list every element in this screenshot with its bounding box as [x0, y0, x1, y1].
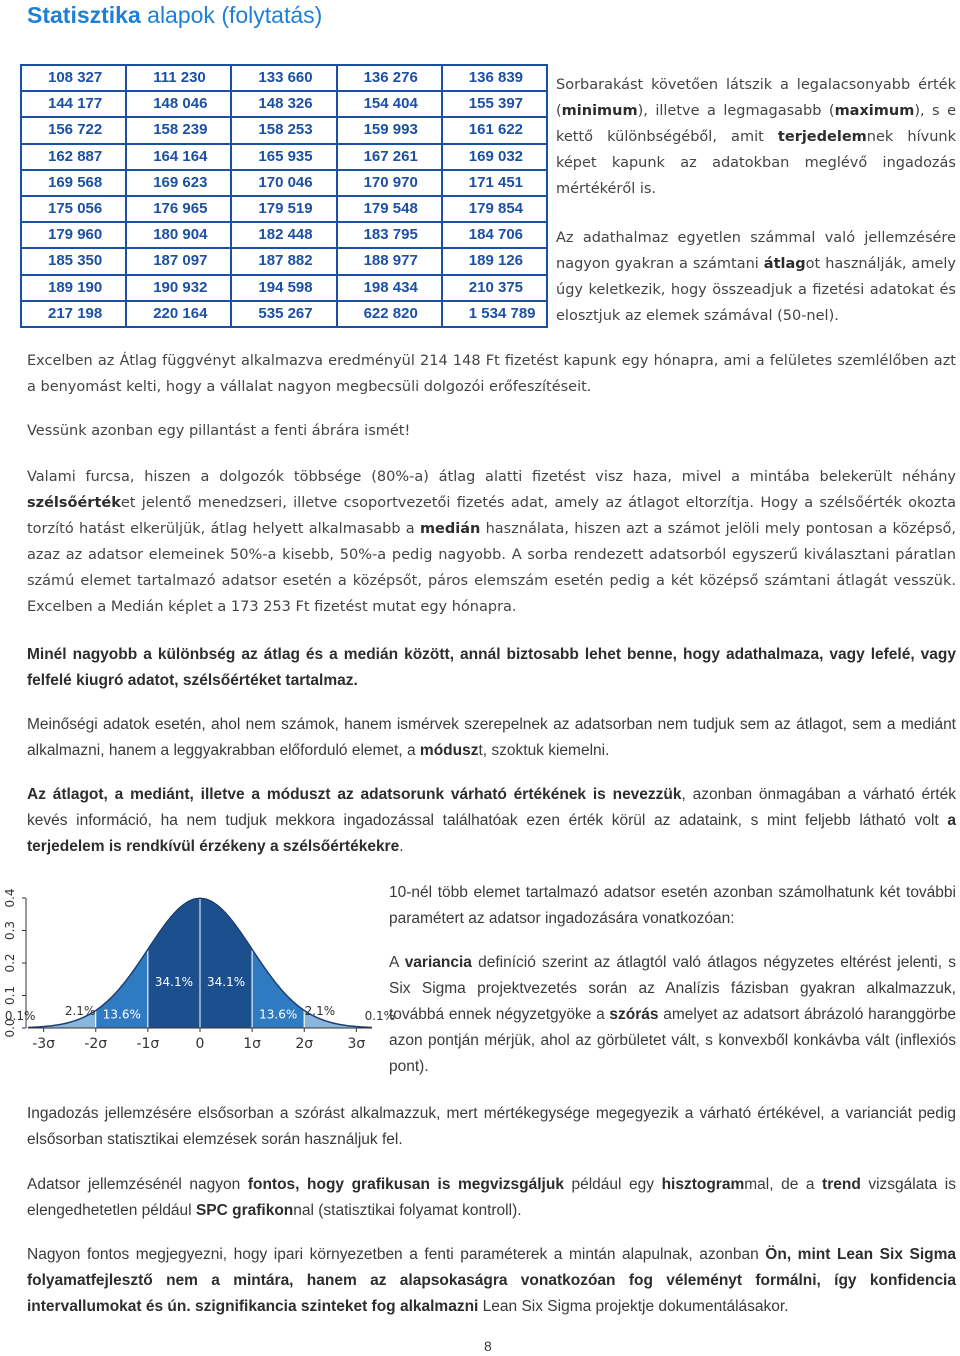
- table-cell: 198 434: [338, 276, 441, 300]
- table-cell: 169 032: [443, 145, 546, 169]
- table-cell: 148 326: [232, 92, 335, 116]
- table-cell: 108 327: [22, 66, 125, 90]
- table-cell: 622 820: [338, 302, 441, 326]
- table-cell: 217 198: [22, 302, 125, 326]
- region-4: [200, 898, 252, 1028]
- table-cell: 133 660: [232, 66, 335, 90]
- y-tick-label: 0.0: [3, 1018, 17, 1038]
- y-tick-label: 0.4: [3, 888, 17, 908]
- paragraph-mean: Az adathalmaz egyetlen számmal való jellemzésére nagyon gyakran a számtani átlagot használják, amely úgy keletkezik, hogy összeadjuk a fizetési adatokat és elosztjuk az elemek számával (50-nel).: [556, 230, 956, 324]
- table-cell: 136 276: [338, 66, 441, 90]
- table-cell: 1 534 789: [443, 302, 546, 326]
- x-tick-label: -1σ: [136, 1036, 160, 1052]
- y-tick-label: 0.1: [3, 985, 17, 1006]
- table-cell: 171 451: [443, 171, 546, 195]
- salary-table: [20, 64, 548, 328]
- table-cell: 188 977: [338, 249, 441, 273]
- table-cell: 167 261: [338, 145, 441, 169]
- table-cell: 220 164: [127, 302, 230, 326]
- paragraph-look-again: Vessünk azonban egy pillantást a fenti ábrára ismét!: [27, 423, 411, 439]
- paragraph-variance: A variancia definíció szerint az átlagtól való átlagos négyzetes eltérést jelenti, s Six Sigma projektvezetés során az Analízis fázisban gyakran alkalmazzuk, továbbá ennek négyzetgyöke a szórás amelyet az adatsort ábrázoló haranggörbe azon pontján mérjük, ahol az görbületet vált, s konvexből konkávba vált (inflexiós pont).: [389, 954, 957, 1075]
- table-cell: 164 164: [127, 145, 230, 169]
- table-cell: 158 253: [232, 118, 335, 142]
- table-cell: 194 598: [232, 276, 335, 300]
- region-label: 13.6%: [102, 1007, 141, 1022]
- paragraph-industrial: Nagyon fontos megjegyezni, hogy ipari környezetben a fenti paraméterek a mintán alapulnak, azonban Ön, mint Lean Six Sigma folyamatfejlesztő nem a mintára, hanem az alapsokaságra vonatkozóan fog véleményt formálni, így konfidencia intervallumokat és ún. szignifikancia szinteket fog alkalmazni Lean Six Sigma projektje dokumentálásakor.: [27, 1246, 956, 1315]
- region-label: 13.6%: [259, 1007, 298, 1022]
- table-cell: 175 056: [22, 197, 125, 221]
- paragraph-range: Sorbarakást követően látszik a legalacsonyabb érték (minimum), illetve a legmagasabb (maximum), s e kettő különbségéből, amit terjedelemnek hívunk képet kapunk az adatokban meglévő ingadozás mértékéről is.: [556, 77, 956, 197]
- table-cell: 148 046: [127, 92, 230, 116]
- table-cell: 144 177: [22, 92, 125, 116]
- y-tick-label: 0.3: [3, 920, 17, 941]
- table-cell: 154 404: [338, 92, 441, 116]
- table-cell: 159 993: [338, 118, 441, 142]
- table-cell: 176 965: [127, 197, 230, 221]
- table-cell: 179 548: [338, 197, 441, 221]
- table-cell: 179 519: [232, 197, 335, 221]
- region-label: 34.1%: [206, 974, 246, 989]
- table-cell: 155 397: [443, 92, 546, 116]
- table-cell: 189 190: [22, 276, 125, 300]
- table-cell: 179 854: [443, 197, 546, 221]
- paragraph-excel-average: Excelben az Átlag függvényt alkalmazva eredményül 214 148 Ft fizetést kapunk egy hónapra, ami a felületes szemlélőben azt a benyomást kelti, hogy a vállalat nagyon megbecsüli dolgozói erőfeszítéseit.: [27, 353, 956, 395]
- table-cell: 184 706: [443, 223, 546, 247]
- normal-distribution-chart: [0, 888, 396, 1060]
- table-cell: 170 046: [232, 171, 335, 195]
- page-title: Statisztika alapok (folytatás): [27, 2, 323, 28]
- region-label: 2.1%: [304, 1004, 336, 1018]
- region-3: [148, 898, 200, 1028]
- table-cell: 179 960: [22, 223, 125, 247]
- table-cell: 156 722: [22, 118, 125, 142]
- region-label: 2.1%: [64, 1004, 96, 1018]
- y-tick-label: 0.2: [3, 953, 17, 973]
- table-cell: 111 230: [127, 66, 230, 90]
- paragraph-median: Valami furcsa, hiszen a dolgozók többsége (80%-a) átlag alatti fizetést visz haza, mivel a mintába belekerült néhány szélsőértéket jelentő menedzseri, illetve csoportvezetői fizetés adat, amely az átlagot eltorzítja. Hogy a szélsőérték okozta torzító hatást elkerüljük, átlag helyett alkalmasabb a medián használata, hiszen azt a számot jelöli mely pontosan a középső, azaz az adatsor elemeinek 50%-a kisebb, 50%-a pedig nagyobb. A sorba rendezett adatsorból egyszerű kiválasztani páratlan számú elemet tartalmazó adatsor esetén a középsőt, páros elemszám esetén pedig a két középső számtani átlagát vesszük. Excelben a Medián képlet a 173 253 Ft fizetést mutat egy hónapra.: [27, 469, 957, 615]
- paragraph-difference: Minél nagyobb a különbség az átlag és a medián között, annál biztosabb lehet benne, hogy adathalmaza, vagy lefelé, vagy felfelé kiugró adatot, szélsőértéket tartalmaz.: [27, 646, 956, 689]
- table-cell: 136 839: [443, 66, 546, 90]
- table-cell: 158 239: [127, 118, 230, 142]
- region-label: 34.1%: [154, 974, 194, 989]
- x-tick-label: 2σ: [295, 1036, 314, 1052]
- paragraph-more-params: 10-nél több elemet tartalmazó adatsor esetén azonban számolhatunk két további paramétert az adatsor ingadozására vonatkozóan:: [389, 884, 956, 927]
- table-cell: 182 448: [232, 223, 335, 247]
- region-label: 0.1%: [364, 1008, 396, 1023]
- table-cell: 162 887: [22, 145, 125, 169]
- x-tick-label: 1σ: [243, 1036, 262, 1052]
- table-cell: 165 935: [232, 145, 335, 169]
- region-label: 0.1%: [4, 1008, 36, 1023]
- paragraph-expected-value: Az átlagot, a mediánt, illetve a móduszt az adatsorunk várható értékének is nevezzük, azonban önmagában a várható érték kevés információ, ha nem tudjuk mekkora ingadozással találhatóak ezen érték körül az adataink, s mint feljebb látható volt a terjedelem is rendkívül érzékeny a szélsőértékekre.: [27, 786, 956, 855]
- table-cell: 161 622: [443, 118, 546, 142]
- table-cell: 169 623: [127, 171, 230, 195]
- table-cell: 190 932: [127, 276, 230, 300]
- table-cell: 170 970: [338, 171, 441, 195]
- paragraph-std-dev-use: Ingadozás jellemzésére elsősorban a szórást alkalmazzuk, mert mértékegysége megegyezik a várható értékével, a varianciát pedig elsősorban statisztikai elemzések során használjuk fel.: [27, 1105, 956, 1148]
- table-cell: 189 126: [443, 249, 546, 273]
- table-cell: 185 350: [22, 249, 125, 273]
- page-number: 8: [484, 1338, 492, 1354]
- table-cell: 183 795: [338, 223, 441, 247]
- table-cell: 187 882: [232, 249, 335, 273]
- paragraph-graphical: Adatsor jellemzésénél nagyon fontos, hogy grafikusan is megvizsgáljuk például egy hisztogrammal, de a trend vizsgálata is elengedhetetlen például SPC grafikonnal (statisztikai folyamat kontroll).: [27, 1176, 956, 1219]
- table-cell: 535 267: [232, 302, 335, 326]
- paragraph-mode: Meinőségi adatok esetén, ahol nem számok, hanem ismérvek szerepelnek az adatsorban nem tudjuk sem az átlagot, sem a mediánt alkalmazni, hanem a leggyakrabban előforduló elemet, a móduszt, szoktuk kiemelni.: [27, 716, 956, 759]
- x-tick-label: -3σ: [32, 1036, 56, 1052]
- x-tick-label: -2σ: [84, 1036, 108, 1052]
- table-cell: 187 097: [127, 249, 230, 273]
- table-cell: 210 375: [443, 276, 546, 300]
- table-cell: 169 568: [22, 171, 125, 195]
- table-cell: 180 904: [127, 223, 230, 247]
- x-tick-label: 3σ: [347, 1036, 366, 1052]
- x-tick-label: 0: [195, 1036, 205, 1052]
